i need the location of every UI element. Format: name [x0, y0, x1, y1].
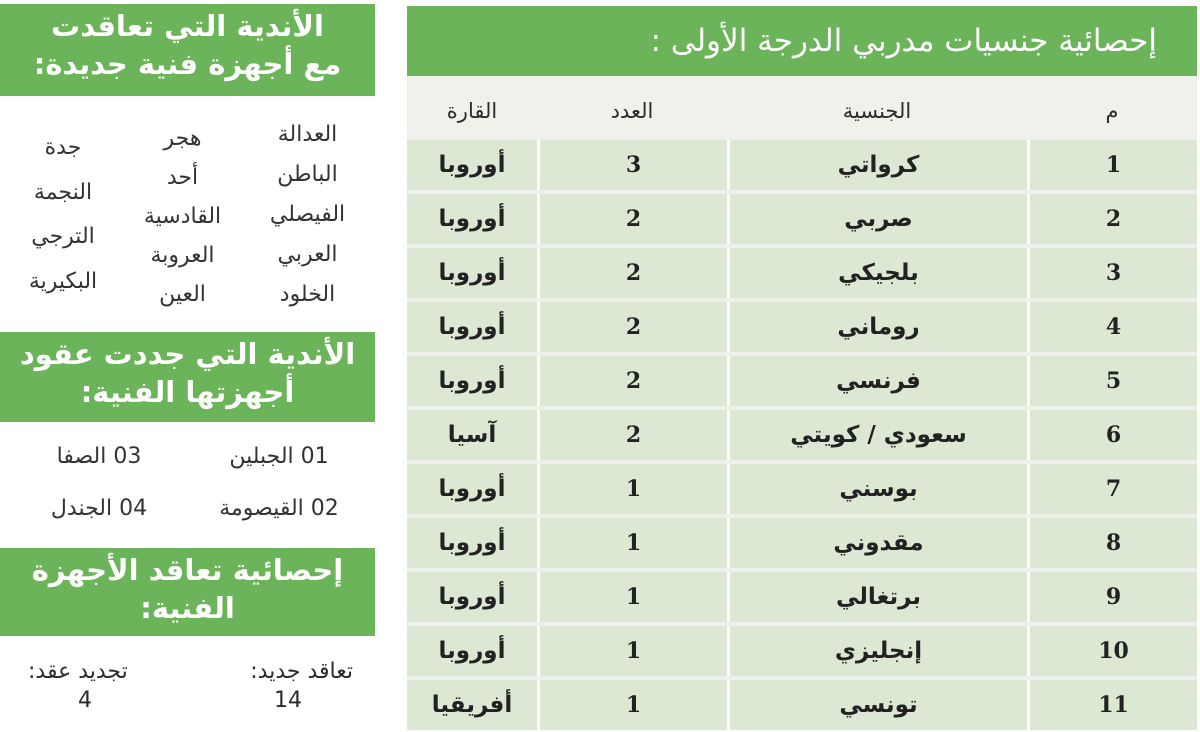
row-continent: أوروبا	[407, 518, 537, 568]
new-contract-label: تعاقد جديد:	[250, 659, 353, 684]
row-count: 1	[537, 626, 727, 676]
row-count: 1	[537, 464, 727, 514]
new-staff-clubs-heading	[0, 4, 375, 96]
row-nationality: مقدوني	[727, 518, 1027, 568]
table-title: إحصائية جنسيات مدربي الدرجة الأولى :	[407, 6, 1197, 76]
row-continent: أوروبا	[407, 194, 537, 244]
table-row	[407, 248, 1197, 298]
row-count: 2	[537, 410, 727, 460]
contract-stats-values	[0, 655, 375, 725]
row-continent: أفريقيا	[407, 680, 537, 730]
new-staff-clubs-list	[6, 120, 370, 310]
row-number: 11	[1027, 680, 1197, 730]
row-count: 2	[537, 194, 727, 244]
row-continent: أوروبا	[407, 248, 537, 298]
row-count: 2	[537, 302, 727, 352]
row-number: 2	[1027, 194, 1197, 244]
row-number: 6	[1027, 410, 1197, 460]
row-count: 2	[537, 356, 727, 406]
table-row	[407, 572, 1197, 622]
row-count: 1	[537, 518, 727, 568]
row-number: 4	[1027, 302, 1197, 352]
row-count: 1	[537, 680, 727, 730]
row-nationality: إنجليزي	[727, 626, 1027, 676]
new-contract-value: 14	[274, 688, 302, 713]
row-continent: أوروبا	[407, 626, 537, 676]
row-nationality: بوسني	[727, 464, 1027, 514]
table-row	[407, 356, 1197, 406]
club-name: البكيرية	[28, 268, 98, 294]
row-continent: أوروبا	[407, 572, 537, 622]
row-nationality: برتغالي	[727, 572, 1027, 622]
table-row	[407, 140, 1197, 190]
club-name: العين	[159, 282, 206, 307]
row-continent: آسيا	[407, 410, 537, 460]
contract-stats-title-line1: إحصائية تعاقد الأجهزة	[31, 553, 344, 587]
club-name: العدالة	[277, 122, 338, 147]
table-header-row	[407, 86, 1197, 136]
club-name: القادسية	[143, 204, 222, 229]
nationality-table-panel	[407, 6, 1197, 718]
header-nationality: الجنسية	[727, 86, 1027, 136]
table-row	[407, 680, 1197, 730]
row-count: 1	[537, 572, 727, 622]
table-row	[407, 302, 1197, 352]
row-nationality: تونسي	[727, 680, 1027, 730]
nationality-table	[407, 82, 1197, 732]
row-number: 1	[1027, 140, 1197, 190]
table-row	[407, 626, 1197, 676]
renewed-clubs-title-line2: أجهزتها الفنية:	[80, 375, 295, 409]
table-row	[407, 194, 1197, 244]
table-row	[407, 464, 1197, 514]
club-name: النجمة	[33, 179, 93, 205]
club-column	[245, 120, 370, 310]
row-number: 3	[1027, 248, 1197, 298]
row-number: 10	[1027, 626, 1197, 676]
club-name: أحد	[166, 165, 199, 190]
contract-stats-heading	[0, 548, 375, 636]
header-continent: القارة	[407, 86, 537, 136]
club-name: الفيصلي	[269, 202, 346, 227]
club-name: العربي	[277, 242, 338, 267]
row-number: 8	[1027, 518, 1197, 568]
row-count: 2	[537, 248, 727, 298]
renewed-club: 01 الجبلين	[229, 444, 329, 469]
new-staff-clubs-title-line2: مع أجهزة فنية جديدة:	[33, 47, 342, 81]
row-continent: أوروبا	[407, 464, 537, 514]
club-name: جدة	[44, 135, 82, 161]
club-name: الخلود	[279, 282, 336, 307]
table-row	[407, 410, 1197, 460]
row-nationality: فرنسي	[727, 356, 1027, 406]
club-name: هجر	[163, 126, 202, 151]
renewed-contract-value: 4	[78, 688, 92, 713]
contract-stats-title-line2: الفنية:	[140, 591, 235, 625]
row-continent: أوروبا	[407, 140, 537, 190]
row-nationality: روماني	[727, 302, 1027, 352]
renewed-club: 03 الصفا	[56, 444, 142, 469]
renewed-clubs-list	[14, 440, 374, 530]
renewed-clubs-heading	[0, 332, 375, 422]
club-name: الباطن	[277, 162, 338, 187]
row-nationality: بلجيكي	[727, 248, 1027, 298]
renewed-contract-label: تجديد عقد:	[28, 659, 128, 684]
table-row	[407, 518, 1197, 568]
club-name: العروبة	[150, 243, 215, 268]
row-nationality: سعودي / كويتي	[727, 410, 1027, 460]
renewed-clubs-title-line1: الأندية التي جددت عقود	[19, 337, 356, 371]
row-count: 3	[537, 140, 727, 190]
row-nationality: كرواتي	[727, 140, 1027, 190]
club-column	[6, 120, 120, 310]
row-continent: أوروبا	[407, 302, 537, 352]
header-count: العدد	[537, 86, 727, 136]
header-m: م	[1027, 86, 1197, 136]
club-column	[120, 120, 245, 310]
new-staff-clubs-title-line1: الأندية التي تعاقدت	[51, 9, 324, 43]
row-number: 5	[1027, 356, 1197, 406]
row-number: 7	[1027, 464, 1197, 514]
renewed-club: 04 الجندل	[50, 496, 148, 521]
renewed-club: 02 القيصومة	[219, 496, 339, 521]
club-name: الترجي	[31, 224, 95, 250]
row-continent: أوروبا	[407, 356, 537, 406]
row-number: 9	[1027, 572, 1197, 622]
row-nationality: صربي	[727, 194, 1027, 244]
